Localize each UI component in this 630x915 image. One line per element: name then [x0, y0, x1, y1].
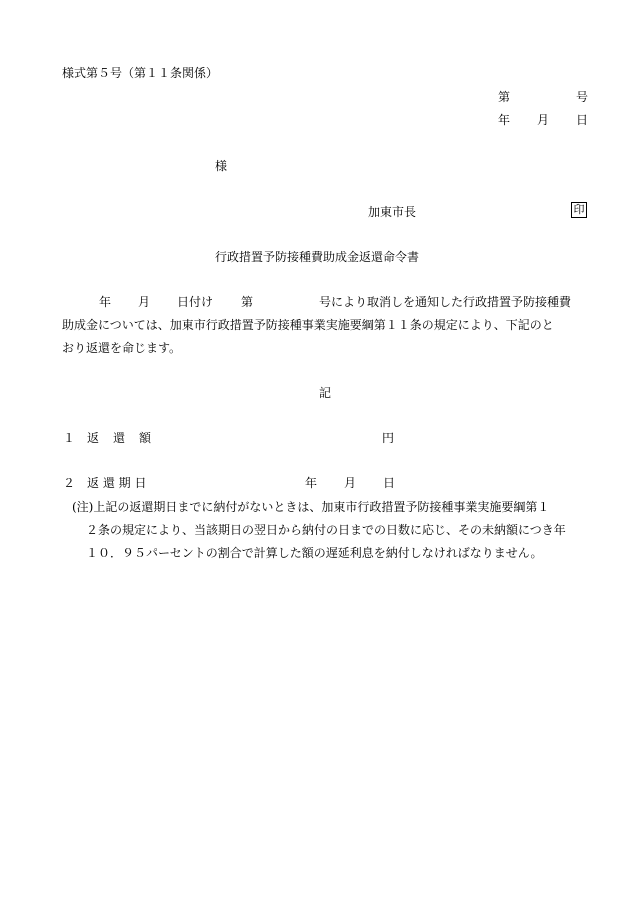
- note-line2: ２条の規定により、当該期日の翌日から納付の日までの日数に応じ、その未納額につき年: [86, 523, 566, 537]
- seal-mark: 印: [571, 202, 587, 218]
- body-line3: おり返還を命じます。: [62, 341, 182, 355]
- doc-number-prefix: 第: [498, 90, 511, 104]
- item1-char3: 額: [139, 431, 152, 445]
- item1-number: １: [63, 431, 76, 445]
- document-title: 行政措置予防接種費助成金返還命令書: [215, 250, 420, 264]
- doc-number-suffix: 号: [576, 90, 589, 104]
- body-year: 年: [99, 295, 112, 309]
- form-label: 様式第５号（第１１条関係）: [62, 66, 219, 80]
- body-line1-rest: 号により取消しを通知した行政措置予防接種費: [319, 295, 572, 309]
- body-month: 月: [138, 295, 151, 309]
- note-line1: (注)上記の返還期日までに納付がないときは、加東市行政措置予防接種事業実施要綱第１: [72, 500, 550, 514]
- issuer-name: 加東市長: [368, 205, 417, 219]
- item2-number: ２: [63, 476, 76, 490]
- item1-char1: 返: [87, 431, 100, 445]
- body-line2: 助成金については、加東市行政措置予防接種事業実施要綱第１１条の規定により、下記のと: [62, 318, 554, 332]
- doc-date-month: 月: [537, 113, 550, 127]
- item1-unit: 円: [382, 431, 395, 445]
- body-number-prefix: 第: [241, 295, 254, 309]
- note-line3: １０．９５パーセントの割合で計算した額の遅延利息を納付しなければなりません。: [86, 546, 543, 560]
- item2-year: 年: [305, 476, 318, 490]
- body-date-suffix: 日付け: [177, 295, 214, 309]
- item2-month: 月: [344, 476, 357, 490]
- ki-heading: 記: [319, 386, 332, 400]
- addressee-suffix: 様: [215, 159, 228, 173]
- item1-char2: 還: [113, 431, 126, 445]
- item2-label: 返 還 期 日: [87, 476, 147, 490]
- doc-date-day: 日: [576, 113, 589, 127]
- doc-date-year: 年: [498, 113, 511, 127]
- item2-day: 日: [383, 476, 396, 490]
